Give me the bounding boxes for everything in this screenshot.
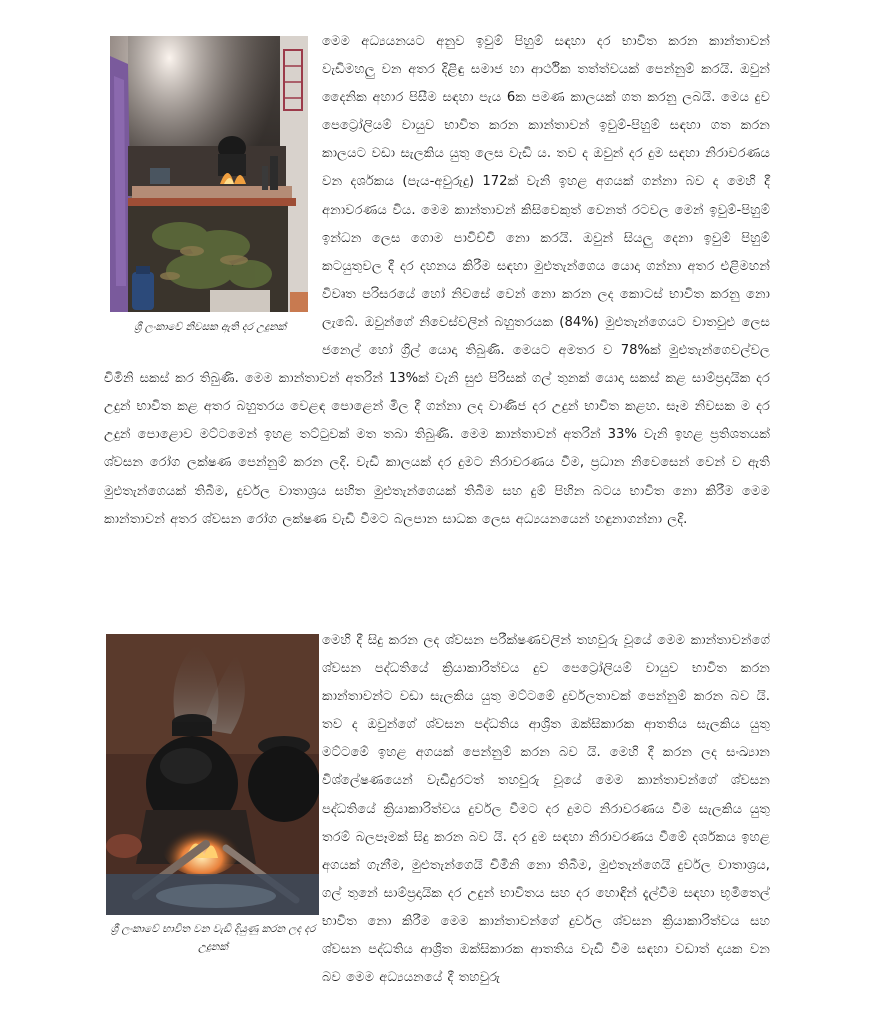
float-spacer-1 — [104, 28, 322, 356]
paragraph-2 — [104, 627, 770, 1024]
paragraph-1 — [104, 28, 770, 534]
paragraph-2-text: මෙහි දී සිදු කරන ලද ශ්වසන පරීක්ෂණවලින් තහවුරු වූයේ මෙම කාන්තාවන්ගේ ශ්වසන පද්ධතියේ ක්‍රියාකාරිත්වය දුව පෙට්‍රෝලියම් වායුව භාවිත කරන කාන්තාවන්ට වඩා සැලකිය යුතු මට්ටමේ දුර්වලතාවක් පෙන්නුම් කරන බව යි. තව ද ඔවුන්ගේ ශ්වසන පද්ධතිය ආශ්‍රිත ඔක්සිකාරක ආතතිය සැලකිය යුතු මට්ටමේ ඉහළ අගයක් පෙන්නුම් කරන බව යි. මෙහි දී කරන ලද සංඛ්‍යාන විශ්ලේෂණයෙන් වැඩිදුරටත් තහවුරු වූයේ මෙම කාන්තාවන්ගේ ශ්වසන පද්ධතියේ ක්‍රියාකාරිත්වය දුර්වල වීමට දර දුමට නිරාවරණය වීම සැලකිය යුතු තරම් බලපෑමක් සිදු කරන බව යි. දර දුම සඳහා නිරාවරණය වීමේ දර්ශකය ඉහළ අගයක් ගැනීම, මුළුතැන්ගෙයි චිමිනි නො තිබීම, මුළුතැන්ගෙයි දුර්වල වාතාශ්‍රය, ගල් තුනේ සාම්ප්‍රදායික දර උදුන් භාවිතය සහ දර හොඳින් දැල්වීම සඳහා භූමිතෙල් භාවිත නො කිරීම මෙම කාන්තාවන්ගේ දුර්වල ශ්වසන ක්‍රියාකාරිත්වය සහ ශ්වසන පද්ධතිය ආශ්‍රිත ඔක්සිකාරක ආතතිය වැඩි වීම සඳහා වඩාත් දායක වන බව මෙම අධ්‍යයනයේ දී තහවුරු — [322, 633, 770, 986]
figure-1-caption: ශ්‍රී ලංකාවේ නිවසක ඇති දර උදුනක් — [133, 321, 287, 333]
figure-2-caption: ශ්‍රී ලංකාවේ භාවිත වන වැඩි දියුණු කරන ලද දර උදුනක් — [110, 923, 316, 953]
float-spacer-2 — [104, 627, 322, 965]
paragraph-1-text: මෙම අධ්‍යයනයට අනුව ඉවුම් පිහුම් සඳහා දර භාවිත කරන කාන්තාවන් වැඩිමහලු වන අතර දිළිඳු සමාජ හා ආර්ථික තත්ත්වයක් පෙන්නුම් කරයි. ඔවුන් දෛනික අහාර පිසීම සඳහා පැය 6ක පමණ කාලයක් ගත කරනු ලබයි. මෙය දුව පෙට්‍රෝලියම් වායුව භාවිත කරන කාන්තාවන් ඉවුම්-පිහුම් සඳහා ගත කරන කාලයට වඩා සැලකිය යුතු ලෙස වැඩි ය. තව ද ඔවුන් දර දුම සඳහා නිරාවරණය වන දර්ශකය (පැය-අවුරුදු) 172ක් වැනි ඉහළ අගයක් ගන්නා බව ද මෙහි දී අනාවරණය විය. මෙම කාන්තාවන් කිසිවෙකුත් වෙනත් රටවල මෙන් ඉවුම්-පිහුම් ඉන්ධන ලෙස ගොම පාවිච්චි නො කරයි. ඔවුන් සියලු දෙනා ඉවුම් පිහුම් කටයුතුවල දී දර දහනය කිරීම සඳහා මුළුතැන්ගෙය යොදා ගන්නා අතර එළිමහන් විවෘත පරිසරයේ හෝ නිවසේ වෙන් නො කරන ලද කොටස් භාවිත කරනු නො ලැබේ. ඔවුන්ගේ නිවෙස්වලින් බහුතරයක (84%) මුළුතැන්ගෙයට වාතවුළු ලෙස ජනෙල් හෝ ග්‍රිල් යොදා තිබුණි. මෙයට අමතර ව 78%ක් මුළුතැන්ගෙවල්වල චිමිනි සකස් කර තිබුණි. මෙම කාන්තාවන් අතරින් 13%ක් වැනි සුළු පිරිසක් ගල් තුනක් යොදා සකස් කළ සාම්ප්‍රදායික දර උදුන් භාවිත කළ අතර බහුතරය වෙළඳ පොළෙන් මිල දී ගන්නා ලද වාණිජ දර උදුන් භාවිත කළහ. සෑම නිවසක ම දර උදුන් පොළොව මට්ටමෙන් ඉහළ තට්ටුවක් මත තබා තිබුණි. මෙම කාන්තාවන් අතරින් 33% වැනි ඉහළ ප්‍රතිශතයක් ශ්වසන රෝග ලක්ෂණ පෙන්නුම් කරන ලදි. වැඩි කාලයක් දර දුමට නිරාවරණය වීම, ප්‍රධාන නිවෙසෙන් වෙන් ව ඇති මුළුතැන්ගෙයක් තිබීම, දුර්වල වාතාශ්‍රය සහිත මුළුතැන්ගෙයක් තිබීම සහ දුම් පිහින බටය භාවිත නො කිරීම මෙම කාන්තාවන් අතර ශ්වසන රෝග ලක්ෂණ වැඩි වීමට බලපාන සාධක ලෙස අධ්‍යයනයෙන් හඳුනාගන්නා ලදි. — [104, 34, 770, 527]
